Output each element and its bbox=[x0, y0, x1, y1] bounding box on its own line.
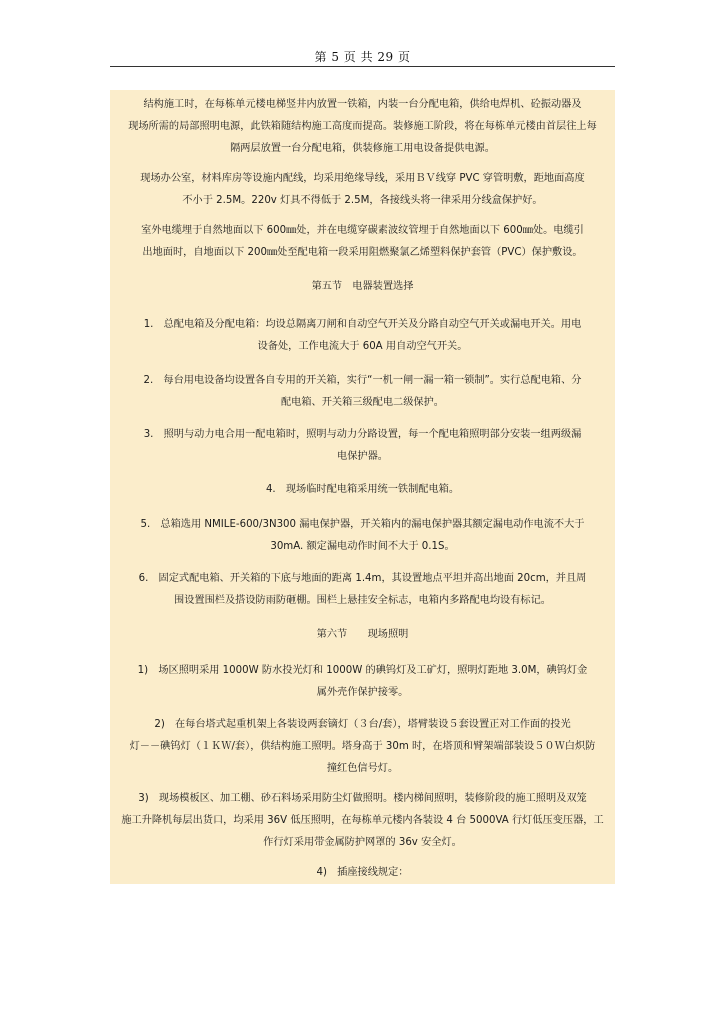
text-line: 施工升降机每层出货口，均采用 36V 低压照明，在每栋单元楼内各装设 4 台 5000VA 行灯低压变压器，工 bbox=[121, 815, 604, 826]
heading-text: 第五节 电器装置选择 bbox=[311, 281, 414, 292]
text-line: 围设置围栏及搭设防雨防砸棚。围栏上悬挂安全标志，电箱内多路配电均设有标记。 bbox=[174, 595, 551, 606]
section-heading-6 bbox=[110, 624, 615, 646]
text-line: 设备处，工作电流大于 60A 用自动空气开关。 bbox=[257, 341, 468, 352]
list-item-6-3 bbox=[110, 788, 615, 854]
text-line: 不小于 2.5M。220v 灯具不得低于 2.5M，各接线头将一律采用分线盒保护好。 bbox=[182, 195, 543, 206]
text-line: 4) 插座接线规定： bbox=[316, 867, 409, 878]
page-header: 第 5 页 共 29 页 bbox=[314, 50, 411, 64]
header-divider bbox=[110, 66, 615, 67]
text-line: 现场所需的局部照明电源，此铁箱随结构施工高度而提高。装修施工阶段，将在每栋单元楼由首层往上每 bbox=[128, 121, 597, 132]
list-item-6-2 bbox=[110, 714, 615, 780]
text-line: 现场办公室，材料库房等设施内配线，均采用绝缘导线，采用ＢＶ线穿 PVC 穿管明敷，距地面高度 bbox=[140, 173, 585, 184]
text-line: 属外壳作保护接零。 bbox=[316, 687, 409, 698]
list-item-5-6 bbox=[110, 568, 615, 612]
text-line: 隔两层放置一台分配电箱，供装修施工用电设备提供电源。 bbox=[230, 143, 495, 154]
text-line: 2) 在每台塔式起重机架上各装设两套镝灯（３台/套），塔臂装设５套设置正对工作面的投光 bbox=[154, 719, 571, 730]
text-line: 4. 现场临时配电箱采用统一铁制配电箱。 bbox=[265, 484, 460, 495]
section-heading-5 bbox=[110, 276, 615, 298]
document-body bbox=[110, 90, 615, 884]
paragraph-office-wiring bbox=[110, 168, 615, 212]
text-line: 出地面时，自地面以下 200㎜处至配电箱一段采用阻燃聚氯乙烯塑料保护套管（PVC）保护敷设。 bbox=[142, 247, 583, 258]
text-line: 3. 照明与动力电合用一配电箱时，照明与动力分路设置，每一个配电箱照明部分安装一组两级漏 bbox=[143, 429, 582, 440]
heading-text: 第六节 现场照明 bbox=[316, 629, 409, 640]
text-line: 灯－－碘钨灯（１ＫＷ/套），供结构施工照明。塔身高于 30m 时，在塔顶和臂架端部装设５０Ｗ白炽防 bbox=[129, 741, 596, 752]
text-line: 5. 总箱选用 NMILE-600/3N300 漏电保护器，开关箱内的漏电保护器其额定漏电动作电流不大于 bbox=[140, 519, 585, 530]
text-line: 3) 现场模板区、加工棚、砂石料场采用防尘灯做照明。楼内梯间照明，装修阶段的施工照明及双笼 bbox=[138, 793, 587, 804]
text-line: 配电箱、开关箱三级配电二级保护。 bbox=[281, 397, 444, 408]
text-line: 撞红色信号灯。 bbox=[326, 763, 399, 774]
text-line: 1) 场区照明采用 1000W 防水投光灯和 1000W 的碘钨灯及工矿灯，照明灯距地 3.0M，碘钨灯金 bbox=[137, 665, 588, 676]
list-item-6-4 bbox=[110, 862, 615, 884]
text-line: 结构施工时，在每栋单元楼电梯竖井内放置一铁箱，内装一台分配电箱，供给电焊机、砼振动器及 bbox=[143, 99, 582, 110]
list-item-5-1 bbox=[110, 314, 615, 358]
text-line: 电保护器。 bbox=[337, 451, 388, 462]
list-item-5-2 bbox=[110, 370, 615, 414]
list-item-6-1 bbox=[110, 660, 615, 704]
list-item-5-4 bbox=[110, 479, 615, 501]
paragraph-distribution-box bbox=[110, 94, 615, 160]
text-line: 6. 固定式配电箱、开关箱的下底与地面的距离 1.4m，其设置地点平坦并高出地面 20cm，并且周 bbox=[138, 573, 587, 584]
text-line: 1. 总配电箱及分配电箱：均设总隔离刀闸和自动空气开关及分路自动空气开关或漏电开关。用电 bbox=[143, 319, 582, 330]
text-line: 作行灯采用带金属防护网罩的 36v 安全灯。 bbox=[263, 837, 462, 848]
text-line: 室外电缆埋于自然地面以下 600㎜处，并在电缆穿碳素波纹管埋于自然地面以下 600㎜处。电缆引 bbox=[141, 225, 584, 236]
paragraph-outdoor-cable bbox=[110, 220, 615, 264]
text-line: 2. 每台用电设备均设置各自专用的开关箱，实行“一机一闸一漏一箱一锁制”。实行总配电箱、分 bbox=[143, 375, 582, 386]
list-item-5-3 bbox=[110, 424, 615, 468]
text-line: 30mA. 额定漏电动作时间不大于 0.1S。 bbox=[270, 541, 455, 552]
list-item-5-5 bbox=[110, 514, 615, 558]
